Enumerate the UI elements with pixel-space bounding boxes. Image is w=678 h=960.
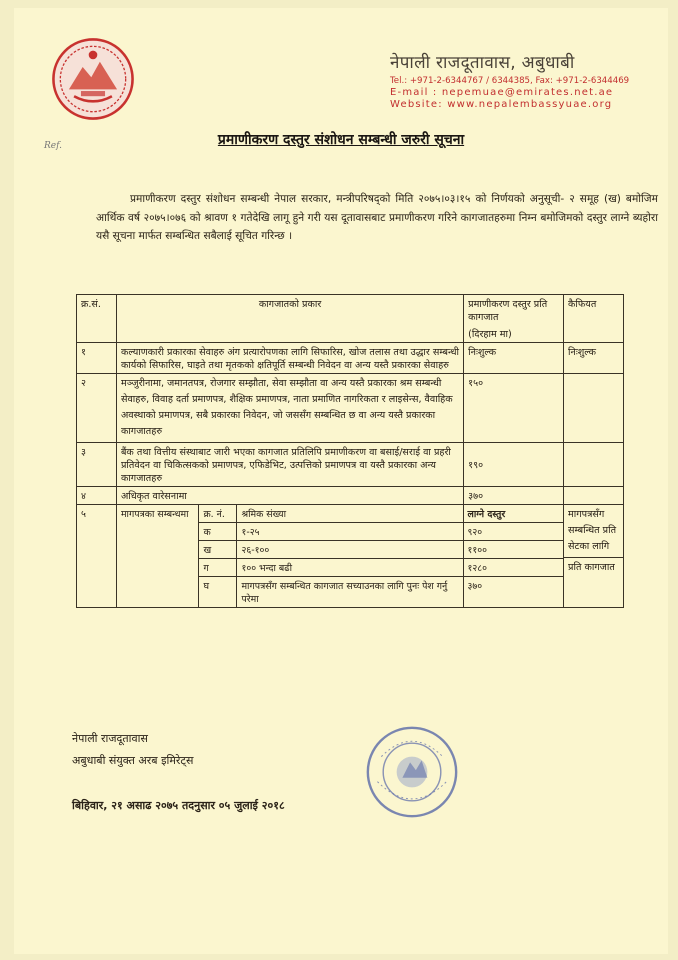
row-sn: ४	[77, 487, 117, 505]
demand-letter-block	[116, 505, 563, 608]
row-remarks	[564, 374, 624, 443]
header-fee-unit: (दिरहाम मा)	[468, 329, 512, 340]
row-doc: बैंक तथा वित्तीय संस्थाबाट जारी भएका कागजात प्रतिलिपि प्रमाणीकरण वा बसाई/सराई वा प्रहरी प्रतिवेदन वा चिकित्सकको प्रमाणपत्र, एफिडेभिट, उत्पत्तिको प्रमाणपत्र वा यस्तै प्रकारका अन्य कागजातहरु	[116, 443, 463, 487]
embassy-name: नेपाली राजदूतावास, अबुधाबी	[390, 53, 575, 73]
sub-row-sn: ग	[199, 559, 237, 577]
row-doc: अधिकृत वारेसनामा	[116, 487, 463, 505]
row-sn: ३	[77, 443, 117, 487]
sub-row-workers: १-२५	[237, 523, 463, 541]
notice-intro: प्रमाणीकरण दस्तुर संशोधन सम्बन्धी नेपाल सरकार, मन्त्रीपरिषद्को मिति २०७५।०३।१५ को निर्णयको अनुसूची- २ समूह (ख) बमोजिम आर्थिक वर्ष २०७५।०७६ को श्रावण १ गतेदेखि लागू हुने गरी यस दूतावासबाट प्रमाणीकरण गरिने कागजातहरुमा निम्न बमोजिमको दस्तुर लाग्ने ब्यहोरा यसै सूचना मार्फत सम्बन्धित सबैलाई सूचित गरिन्छ ।	[96, 193, 658, 242]
notice-document	[14, 8, 668, 954]
sub-row-workers: २६-१००	[237, 541, 463, 559]
header-doc-type: कागजातको प्रकार	[116, 295, 463, 343]
sub-row-fee: ३७०	[463, 577, 563, 608]
row-sn: १	[77, 343, 117, 374]
header-fee	[464, 295, 564, 343]
row-sn: ५	[77, 505, 117, 608]
table-row	[77, 443, 624, 487]
row-remarks	[564, 443, 624, 487]
email-line: E-mail : nepemuae@emirates.net.ae	[390, 87, 614, 98]
sub-header-workers: श्रमिक संख्या	[237, 505, 463, 523]
sub-header-fee: लाग्ने दस्तुर	[463, 505, 563, 523]
signature-block	[72, 728, 193, 772]
sub-row-sn: क	[199, 523, 237, 541]
header-fee-label: प्रमाणीकरण दस्तुर प्रति कागजात	[468, 299, 548, 323]
tel-fax: Tel.: +971-2-6344767 / 6344385, Fax: +971-2-6344469	[390, 76, 630, 86]
signature-line-2: अबुधाबी संयुक्त अरब इमिरेट्स	[72, 754, 194, 767]
header-sn: क्र.सं.	[77, 295, 117, 343]
row-remarks	[564, 487, 624, 505]
website-line: Website: www.nepalembassyuae.org	[390, 99, 613, 110]
demand-letter-remarks	[564, 505, 624, 608]
table-row-demand-letter	[77, 505, 624, 608]
sub-row-workers: १०० भन्दा बढी	[237, 559, 463, 577]
row-remarks: निःशुल्क	[564, 343, 624, 374]
sub-row-fee: ९२०	[463, 523, 563, 541]
sub-row-sn: घ	[199, 577, 237, 608]
table-row	[77, 487, 624, 505]
demand-letter-subtable	[117, 505, 563, 607]
notice-date: बिहिवार, २१ असाढ २०७५ तदनुसार ०५ जुलाई २०१८	[72, 799, 285, 812]
sub-row-fee: ११००	[463, 541, 563, 559]
row-fee: ३७०	[464, 487, 564, 505]
nepal-emblem-icon	[50, 36, 136, 122]
signature-line-1: नेपाली राजदूतावास	[72, 732, 148, 745]
fee-table-header	[77, 295, 624, 343]
embassy-stamp-icon	[364, 724, 460, 820]
row-fee: १९०	[464, 443, 564, 487]
row-fee: १५०	[464, 374, 564, 443]
table-row	[77, 343, 624, 374]
row-doc: मञ्जुरीनामा, जमानतपत्र, रोजगार सम्झौता, सेवा सम्झौता वा अन्य यस्तै प्रकारका श्रम सम्बन्धी सेवाहरु, विवाह दर्ता प्रमाणपत्र, शैक्षिक प्रमाणपत्र, नाता प्रमाणित नागरिकता र लाइसेन्स, वैवाहिक अवस्थाको प्रमाणपत्र, सबै प्रकारका निवेदन, जो जससँग सम्बन्धित छ वा अन्य यस्तै प्रकारका कागजातहरु	[116, 374, 463, 443]
row-fee: निःशुल्क	[464, 343, 564, 374]
remarks-per-doc: प्रति कागजात	[568, 562, 615, 573]
embassy-header	[390, 50, 640, 110]
demand-letter-label: मागपत्रका सम्बन्धमा	[117, 505, 199, 607]
remarks-per-set: मागपत्रसँग सम्बन्धित प्रति सेटका लागि	[564, 505, 623, 558]
notice-title: प्रमाणीकरण दस्तुर संशोधन सम्बन्धी जरुरी सूचना	[217, 132, 465, 148]
sub-row-workers: मागपत्रसँग सम्बन्धित कागजात सच्याउनका लागि पुनः पेश गर्नु परेमा	[237, 577, 463, 608]
sub-row-sn: ख	[199, 541, 237, 559]
ref-label: Ref.	[44, 141, 62, 151]
row-doc: कल्याणकारी प्रकारका सेवाहरु अंग प्रत्यारोपणका लागि सिफारिस, खोज तलास तथा उद्धार सम्बन्धी कार्यको सिफारिस, घाइते तथा मृतकको क्षतिपूर्ति सम्बन्धी निवेदन वा अन्य यस्तै प्रकारका सेवाहरु	[116, 343, 463, 374]
fee-table	[76, 294, 624, 608]
row-sn: २	[77, 374, 117, 443]
header-remarks: कैफियत	[564, 295, 624, 343]
sub-row-fee: १२८०	[463, 559, 563, 577]
table-row	[77, 374, 624, 443]
sub-header-sn: क्र. नं.	[199, 505, 237, 523]
